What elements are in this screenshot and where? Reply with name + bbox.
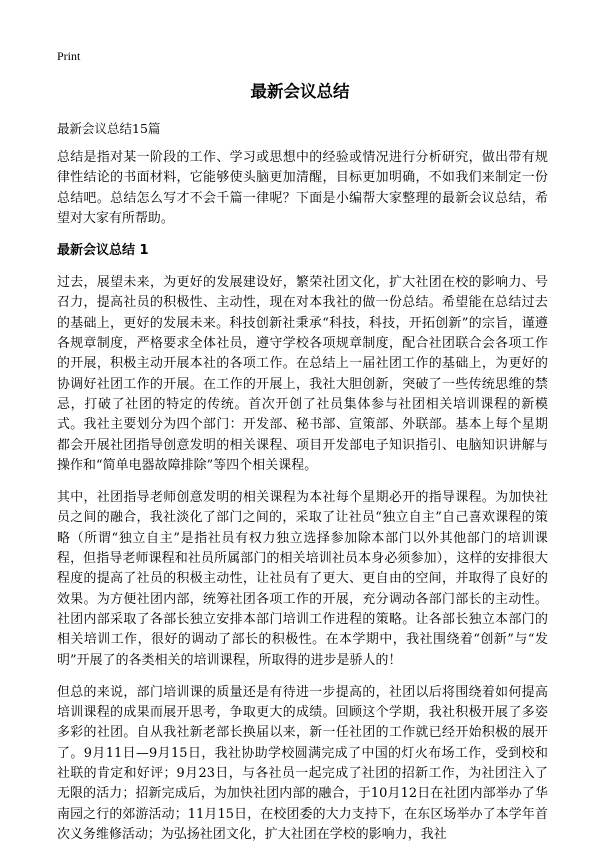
body-paragraph-1: 过去，展望未来，为更好的发展建设好，繁荣社团文化，扩大社团在校的影响力、号召力，提高社员的积极性、主动性，现在对本我社的做一份总结。希望能在总结过去的基础上，更好的发展未来。科技创新社秉承“科技，科技，开拓创新”的宗旨，谨遵各规章制度，严格要求全体社员，遵守学校各项规章制度，配合社团联合会各项工作的开展，积极主动开展本社的各项工作。在总结上一届社团工作的基础上，为更好的协调好社团工作的开展。在工作的开展上，我社大胆创新，突破了一些传统思维的禁忌，打破了社团的特定的传统。首次开创了社员集体参与社团相关培训课程的新模式。我社主要划分为四个部门：开发部、秘书部、宣策部、外联部。基本上每个星期都会开展社团指导创意发明的相关课程、项目开发部电子知识指引、电脑知识讲解与操作和“简单电器故障排除”等四个相关课程。 (57, 275, 548, 473)
intro-paragraph: 总结是指对某一阶段的工作、学习或思想中的经验或情况进行分析研究，做出带有规律性结论的书面材料，它能够使头脑更加清醒，目标更加明确，不如我们来制定一份总结吧。总结怎么写才不会千篇一律呢？下面是小编帮大家整理的最新会议总结，希望对大家有所帮助。 (57, 150, 548, 226)
document-body (57, 148, 548, 857)
document-title: 最新会议总结 (250, 82, 350, 101)
body-paragraph-2: 其中，社团指导老师创意发明的相关课程为本社每个星期必开的指导课程。为加快社员之间的融合，我社淡化了部门之间的，采取了让社员“独立自主”自己喜欢课程的策略（所谓“独立自主”是指社员有权力独立选择参加除本部门以外其他部门的培训课程，但指导老师课程和社员所属部门的相关培训社员本身必须参加），这样的安排很大程度的提高了社员的积极主动性，让社员有了更大、更自由的空间，并取得了良好的效果。为方便社团内部，统筹社团各项工作的开展，充分调动各部门部长的主动性。社团内部采取了各部长独立安排本部门培训工作进程的策略。让各部长独立本部门的相关培训工作，很好的调动了部长的积极性。在本学期中，我社围绕着“创新”与“发明”开展了的各类相关的培训课程，所取得的进步是骄人的！ (57, 490, 548, 668)
document-subtitle: 最新会议总结15篇 (57, 121, 161, 136)
body-paragraph-3: 但总的来说，部门培训课的质量还是有待进一步提高的，社团以后将围绕着如何提高培训课程的成果而展开思考，争取更大的成绩。回顾这个学期，我社积极开展了多姿多彩的社团。自从我社新老部长换届以来，新一任社团的工作就已经开始积极的展开了。9月11日—9月15日，我社协助学校圆满完成了中国的灯火布场工作，受到校和社联的肯定和好评；9月23日，与各社员一起完成了社团的招新工作，为社团注入了无限的活力；招新完成后，为加快社团内部的融合，于10月12日在社团内部举办了华南园之行的郊游活动；11月15日，在校团委的大力支持下，在东区场举办了本学年首次义务维修活动；为弘扬社团文化，扩大社团在学校的影响力，我社 (57, 684, 548, 842)
print-link[interactable]: Print (57, 49, 81, 63)
section-heading: 最新会议总结 1 (57, 243, 149, 259)
